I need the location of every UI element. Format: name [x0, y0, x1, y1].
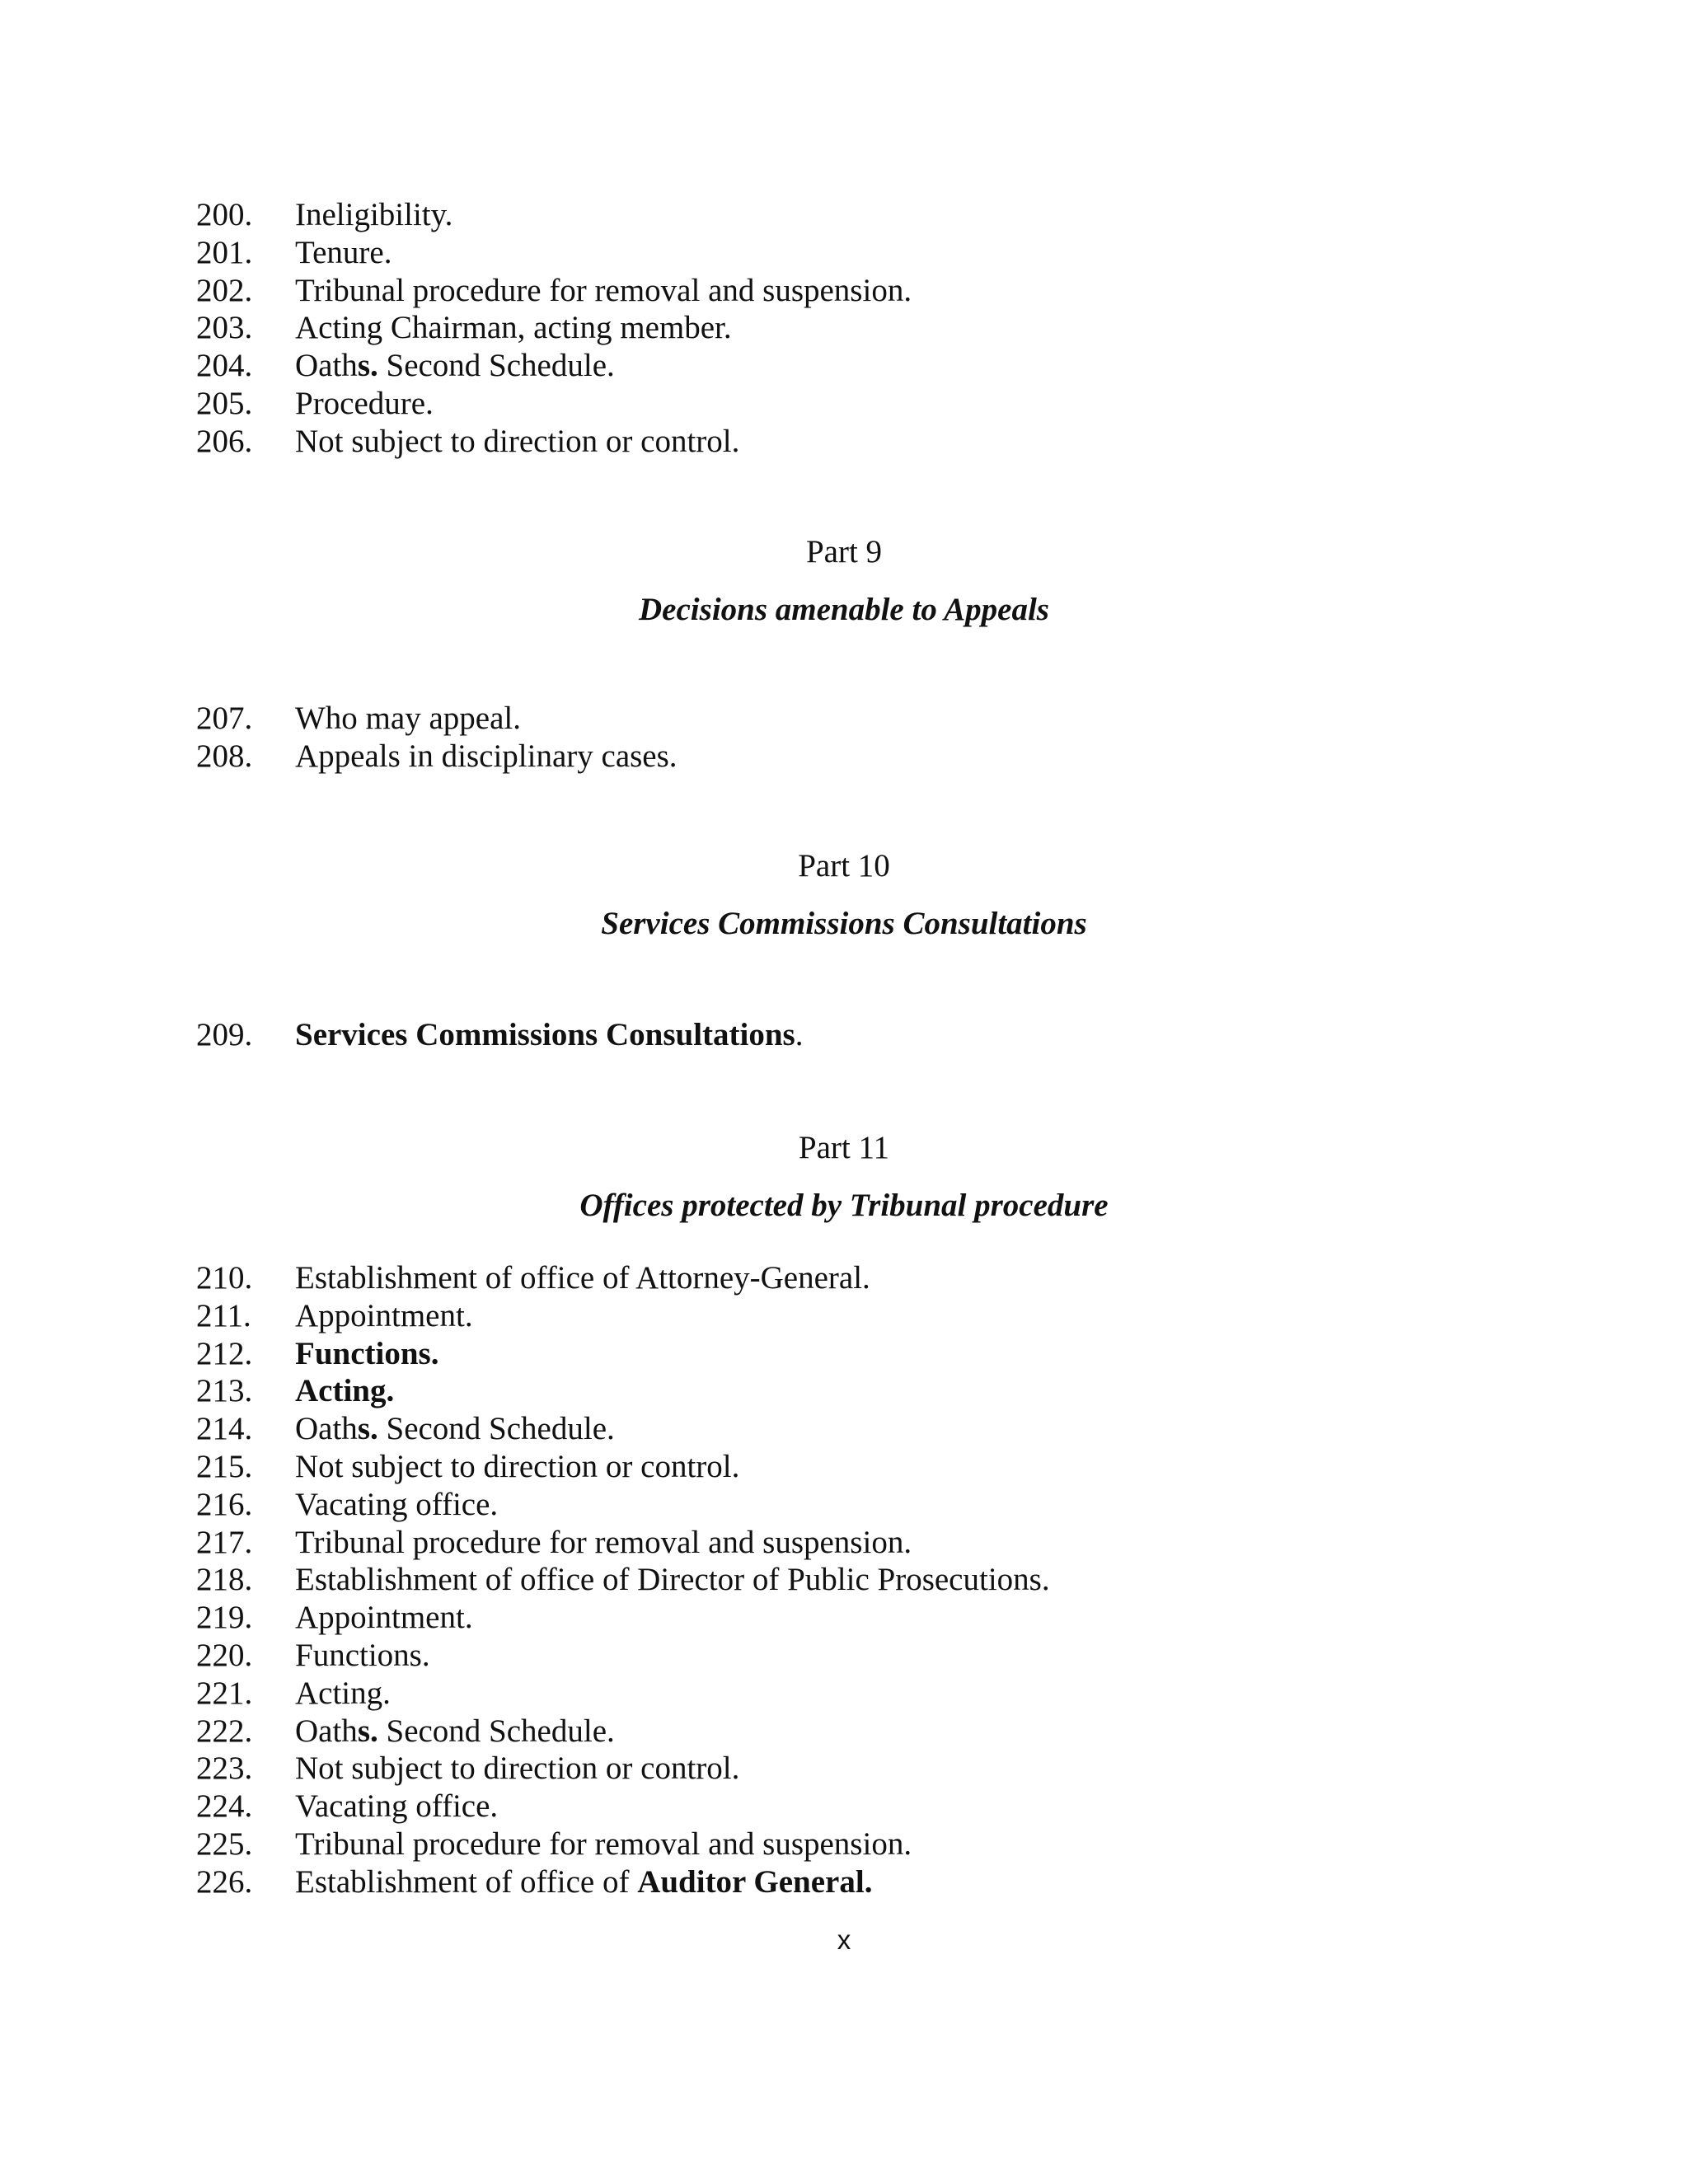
toc-entry: [196, 272, 1482, 310]
toc-entry: [196, 1372, 1482, 1410]
toc-entry: [196, 738, 1482, 776]
toc-entry: [196, 196, 1482, 234]
toc-entry: [196, 1825, 1482, 1863]
toc-list-group-1: [196, 196, 1482, 461]
section-number: 206.: [196, 423, 253, 459]
toc-list-group-4: [196, 1259, 1482, 1901]
section-number: 216.: [196, 1486, 253, 1522]
toc-entry: [196, 234, 1482, 272]
section-number: 223.: [196, 1750, 253, 1787]
section-title: Tribunal procedure for removal and suspension.: [295, 1825, 912, 1862]
section-title: Not subject to direction or control.: [295, 1448, 740, 1484]
section-number: 218.: [196, 1562, 253, 1598]
section-number: 211.: [196, 1297, 251, 1333]
part-label: Part 11: [798, 1130, 890, 1165]
section-number: 222.: [196, 1713, 253, 1749]
section-number: 224.: [196, 1788, 253, 1825]
part-label: Part 9: [805, 534, 883, 569]
section-title: Appointment.: [295, 1297, 473, 1333]
section-number: 213.: [196, 1373, 253, 1409]
toc-entry: [196, 1335, 1482, 1373]
toc-entry: [196, 1486, 1482, 1524]
section-title: Acting Chairman, acting member.: [295, 310, 732, 346]
section-title: Oaths. Second Schedule.: [295, 1411, 615, 1447]
section-number: 204.: [196, 348, 253, 384]
section-title: Establishment of office of Director of Public Prosecutions.: [295, 1562, 1050, 1598]
section-title: Appeals in disciplinary cases.: [295, 738, 678, 774]
section-title: Acting.: [295, 1373, 395, 1409]
part-9-heading: [0, 533, 1688, 629]
section-number: 207.: [196, 701, 253, 736]
section-title: Vacating office.: [295, 1788, 499, 1825]
section-title: Oaths. Second Schedule.: [295, 1713, 615, 1749]
section-number: 220.: [196, 1637, 253, 1673]
toc-list-group-2: [196, 700, 1482, 776]
section-title: Not subject to direction or control.: [295, 423, 740, 459]
toc-entry: [196, 1675, 1482, 1713]
section-title: Acting.: [295, 1675, 391, 1711]
toc-entry: [196, 1713, 1482, 1750]
part-title: Offices protected by Tribunal procedure: [579, 1188, 1109, 1223]
section-title: Functions.: [295, 1335, 439, 1371]
toc-entry: [196, 1788, 1482, 1825]
section-title: Not subject to direction or control.: [295, 1750, 740, 1787]
toc-entry: [196, 1016, 1482, 1054]
section-number: 217.: [196, 1524, 253, 1560]
page-number: x: [837, 1924, 851, 1955]
section-number: 210.: [196, 1260, 253, 1296]
section-number: 225.: [196, 1825, 253, 1862]
section-title: Tribunal procedure for removal and suspension.: [295, 272, 912, 308]
section-title: Ineligibility.: [295, 197, 453, 232]
section-number: 203.: [196, 310, 253, 346]
section-title: Oaths. Second Schedule.: [295, 348, 615, 384]
toc-entry: [196, 1599, 1482, 1637]
section-number: 221.: [196, 1675, 253, 1711]
section-number: 214.: [196, 1411, 253, 1447]
toc-entry: [196, 1561, 1482, 1599]
section-number: 209.: [196, 1017, 253, 1052]
section-number: 202.: [196, 272, 253, 308]
toc-list-group-3: [196, 1016, 1482, 1054]
section-title: Establishment of office of Attorney-General.: [295, 1260, 870, 1296]
toc-entry: [196, 1637, 1482, 1675]
section-title: Tribunal procedure for removal and suspension.: [295, 1524, 912, 1560]
section-title: Procedure.: [295, 385, 434, 421]
section-number: 215.: [196, 1448, 253, 1484]
section-number: 205.: [196, 385, 253, 421]
part-title: Decisions amenable to Appeals: [639, 592, 1049, 627]
section-number: 200.: [196, 197, 253, 232]
section-title: Who may appeal.: [295, 701, 521, 736]
section-number: 208.: [196, 738, 253, 774]
section-number: 219.: [196, 1600, 253, 1636]
part-label: Part 10: [798, 848, 890, 883]
toc-entry: [196, 700, 1482, 738]
section-title: Vacating office.: [295, 1486, 499, 1522]
toc-entry: [196, 309, 1482, 347]
toc-entry: [196, 1448, 1482, 1486]
section-title: Functions.: [295, 1637, 430, 1673]
section-number: 201.: [196, 234, 253, 270]
toc-entry: [196, 1524, 1482, 1562]
section-title: Tenure.: [295, 234, 392, 270]
toc-entry: [196, 385, 1482, 423]
section-title: Establishment of office of Auditor General.: [295, 1863, 873, 1900]
toc-entry: [196, 1259, 1482, 1297]
section-number: 226.: [196, 1863, 253, 1900]
toc-entry: [196, 1863, 1482, 1901]
toc-entry: [196, 347, 1482, 385]
section-number: 212.: [196, 1335, 253, 1371]
toc-entry: [196, 1750, 1482, 1788]
part-11-heading: [0, 1129, 1688, 1225]
toc-entry: [196, 1297, 1482, 1335]
toc-entry: [196, 423, 1482, 461]
toc-entry: [196, 1410, 1482, 1448]
part-title: Services Commissions Consultations: [601, 906, 1087, 941]
part-10-heading: [0, 847, 1688, 943]
section-title: Appointment.: [295, 1600, 473, 1636]
section-title: Services Commissions Consultations.: [295, 1017, 804, 1052]
